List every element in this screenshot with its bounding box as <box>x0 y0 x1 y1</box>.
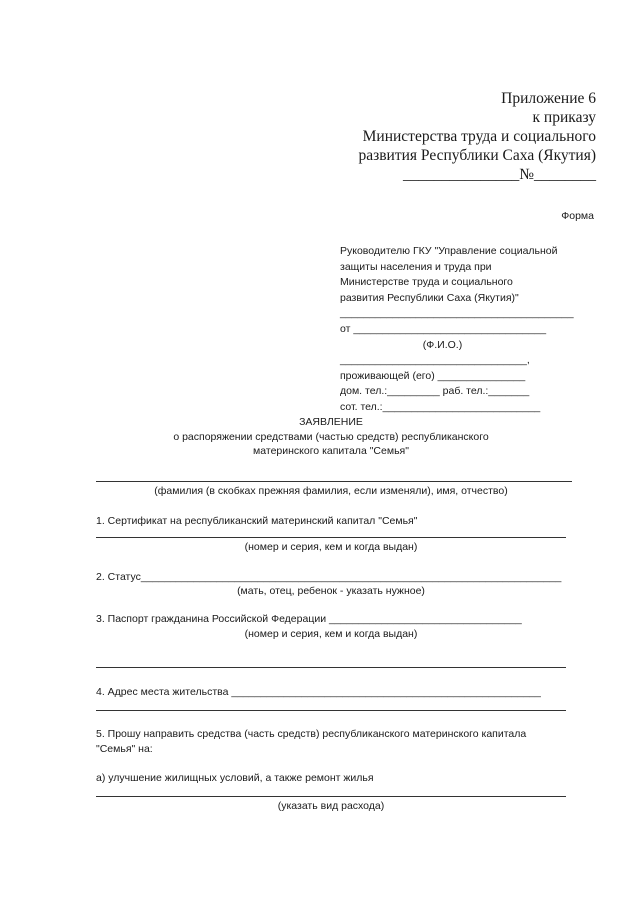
mobile-phone-field[interactable]: сот. тел.:___________________________ <box>340 400 541 413</box>
addressee-line-2: защиты населения и труда при <box>340 260 492 273</box>
appendix-line-3: Министерства труда и социального <box>362 128 596 145</box>
housing-option-label: а) улучшение жилищных условий, а также ремонт жилья <box>96 772 374 784</box>
funds-request-text: 5. Прошу направить средства (часть средств) республиканского материнского капитала "Семья" на: <box>96 728 527 755</box>
certificate-line[interactable] <box>96 537 566 538</box>
phone-fields[interactable]: дом. тел.:_________ раб. тел.:_______ <box>340 385 530 398</box>
document-title <box>96 415 566 459</box>
passport-caption: (номер и серия, кем и когда выдан) <box>244 628 418 640</box>
appendix-line-4: развития Республики Саха (Якутия) <box>358 147 596 164</box>
appendix-line-1: Приложение 6 <box>501 90 596 107</box>
expense-type-line[interactable] <box>96 796 566 797</box>
addressee-name-field[interactable]: ________________________________, <box>340 354 530 367</box>
certificate-label: 1. Сертификат на республиканский материнский капитал "Семья" <box>96 515 418 527</box>
appendix-order-number-line: _______________№________ <box>402 166 596 183</box>
certificate-caption: (номер и серия, кем и когда выдан) <box>244 541 418 553</box>
addressee-line-3: Министерстве труда и социального <box>340 276 513 289</box>
passport-extra-line[interactable] <box>96 667 566 668</box>
address-extra-line[interactable] <box>96 710 566 711</box>
addressee-blank-line[interactable]: ________________________________________ <box>340 307 574 320</box>
passport-field[interactable]: 3. Паспорт гражданина Российской Федерации _________________________________ <box>96 613 522 625</box>
title-heading: ЗАЯВЛЕНИЕ <box>299 416 363 428</box>
fio-caption: (Ф.И.О.) <box>422 338 463 351</box>
appendix-header <box>358 89 596 184</box>
status-caption: (мать, отец, ребенок - указать нужное) <box>237 585 425 597</box>
expense-type-caption: (указать вид расхода) <box>277 800 385 812</box>
residence-field[interactable]: проживающей (его) _______________ <box>340 369 526 382</box>
status-field[interactable]: 2. Статус________________________________________________________________________ <box>96 571 562 583</box>
applicant-name-line[interactable] <box>96 481 572 482</box>
appendix-line-2: к приказу <box>532 109 596 126</box>
form-label: Форма <box>561 210 594 222</box>
addressee-line-4: развития Республики Саха (Якутия)" <box>340 291 519 304</box>
title-line-2: о распоряжении средствами (частью средств) республиканского <box>173 430 489 443</box>
addressee-from-field[interactable]: от _________________________________ <box>340 322 547 335</box>
applicant-name-caption: (фамилия (в скобках прежняя фамилия, если изменяли), имя, отчество) <box>154 485 508 497</box>
addressee-line-1: Руководителю ГКУ "Управление социальной <box>340 245 558 257</box>
title-line-3: материнского капитала "Семья" <box>253 445 409 457</box>
addressee-block <box>340 244 574 416</box>
address-field[interactable]: 4. Адрес места жительства _____________________________________________________ <box>96 686 541 698</box>
